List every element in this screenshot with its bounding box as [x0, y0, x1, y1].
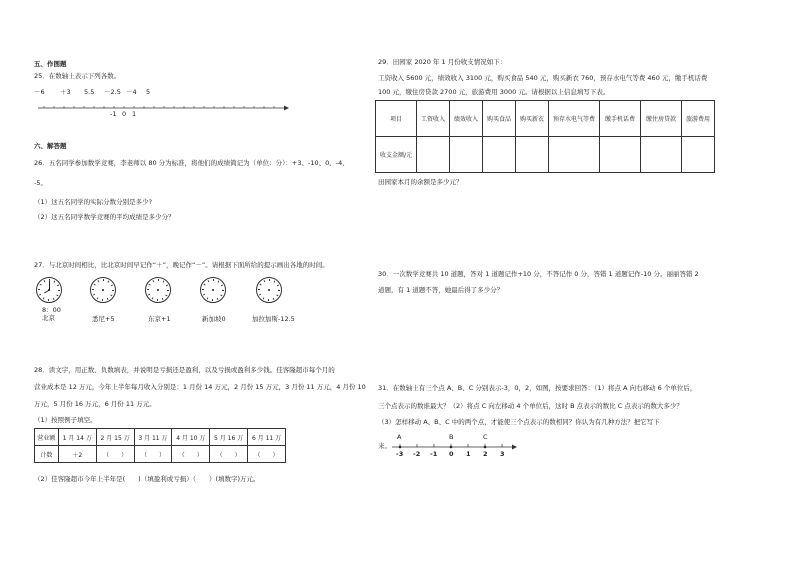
table-row: [35, 429, 286, 446]
table-row: [376, 101, 715, 137]
q27-text: 27．与北京时间相比，比北京时间早记作“＋”，晚记作“－”。请根据下面所给的提示画出各地的时间。: [34, 261, 329, 269]
clock-tick: [264, 280, 266, 282]
q31-axis-label: 3: [500, 450, 505, 458]
table-cell: （ ）: [134, 446, 172, 463]
clock-tick: [167, 290, 169, 291]
clock-tick: [111, 285, 113, 287]
clock-tick: [276, 295, 278, 297]
clock-city: 北京: [42, 314, 55, 322]
table-cell: [681, 137, 714, 173]
table-header-cell: 旅游费用: [681, 101, 714, 137]
clock-face-icon: [36, 277, 62, 303]
q26-sub1: （1）这五名同学的实际分数分别是多少?: [34, 198, 153, 206]
clock-tick: [56, 295, 58, 297]
q28-line2: 营业成本是 12 万元，今年上半年每月收入分别是：1 月份 14 万元，2 月份 15 万元，3 月份 11 万元，4 月份 10: [34, 383, 366, 391]
clock-city: 加拉加斯-12.5: [252, 315, 295, 323]
clock-face-icon: [145, 277, 171, 303]
clock-tick: [110, 295, 112, 297]
q31-line3: （3）怎样移动 A、B、C 中的两个点，才能使三个点表示的数相同？你认为有几种方法？把它写下: [378, 418, 660, 426]
clock-tick: [218, 280, 220, 282]
clock-tick: [97, 297, 99, 299]
point-label: A: [397, 433, 402, 441]
clock-tick: [153, 280, 155, 282]
q28-sub1: （1）按照例子填空。: [34, 416, 97, 424]
clock-tick: [93, 294, 95, 296]
q31-axis-label: 0: [449, 450, 454, 458]
table-header-cell: 2 月 15 万: [96, 429, 134, 446]
clock-tick: [162, 298, 164, 300]
table-header-cell: 5 月 16 万: [210, 429, 248, 446]
table-cell: [600, 137, 641, 173]
table-header-cell: 4 月 10 万: [172, 429, 210, 446]
minute-hand: [49, 281, 50, 290]
q25-axis-label: -1: [110, 110, 117, 118]
clock-tick: [148, 284, 150, 286]
table-cell: （ ）: [248, 446, 286, 463]
q25-number: 5: [146, 88, 151, 96]
clock-tick: [107, 298, 109, 300]
clock-city: 东京+1: [148, 315, 171, 323]
clock-tick: [213, 279, 214, 281]
clock-tick: [203, 284, 205, 286]
q29-table: [375, 100, 715, 173]
table-cell: [483, 137, 516, 173]
clock-tick: [103, 279, 104, 281]
clock-city: 新加坡0: [202, 315, 226, 323]
clock-tick: [220, 295, 222, 297]
table-cell: ＋2: [58, 446, 96, 463]
q31-axis-label: 1: [466, 450, 471, 458]
clock-tick: [259, 284, 261, 286]
clock-tick: [208, 280, 210, 282]
clock-tick: [58, 290, 60, 291]
table-cell: 计数: [35, 446, 59, 463]
clock-tick: [263, 297, 265, 299]
table-cell: [516, 137, 549, 173]
q25-number: ＋3: [60, 88, 71, 96]
clock-face-icon: [90, 277, 116, 303]
table-header-cell: 6 月 11 万: [248, 429, 286, 446]
clock-tick: [54, 280, 56, 282]
table-cell: （ ）: [96, 446, 134, 463]
clock-tick: [217, 298, 219, 300]
q31-line4: 来。: [378, 442, 391, 450]
q31-line2: 三个点表示的数谁最大？（2）将点 C 向左移动 4 个单位后，这时 B 点表示的数比 C 点表示的数大多少？: [378, 402, 683, 410]
table-cell: （ ）: [210, 446, 248, 463]
q31-axis-label: -3: [396, 450, 404, 458]
table-header-cell: 1 月 14 万: [58, 429, 96, 446]
clock-tick: [165, 295, 167, 297]
clock-tick: [273, 298, 275, 300]
table-row: [376, 137, 715, 173]
table-header-cell: 预存水电气等费: [549, 101, 600, 137]
clock-tick: [39, 294, 41, 296]
clock-tick: [148, 294, 150, 296]
table-row: [35, 446, 286, 463]
q25-text: 25．在数轴上表示下列各数。: [34, 72, 121, 80]
clock-tick: [44, 280, 46, 282]
clock-tick: [93, 284, 95, 286]
table-header-cell: 营业额: [35, 429, 59, 446]
table-cell: [641, 137, 682, 173]
section-5-title: 五、作图题: [34, 60, 67, 68]
clock-tick: [212, 299, 213, 301]
q29-line3: 100 元，缴住房贷款 2700 元，旅游费用 3000 元。请根据以上信息填写下表。: [378, 88, 610, 96]
q25-number: －2.5: [104, 88, 121, 96]
q25-number: －4: [126, 88, 137, 96]
clock-tick: [268, 299, 269, 301]
clock-tick: [98, 280, 100, 282]
q28-table: [34, 428, 286, 463]
q28-line3: 万元，5 月份 16 万元，6 月份 11 万元。: [34, 400, 156, 408]
q25-axis-label: 0: [122, 110, 127, 118]
clock-tick: [147, 289, 149, 290]
hour-hand: [44, 290, 50, 294]
q30-line2: 道题，有 1 道题不答，她最后得了多少分？: [378, 286, 504, 294]
clock-tick: [222, 290, 224, 291]
clock-tick: [43, 297, 45, 299]
table-cell: 收支金额/元: [376, 137, 417, 173]
q31-axis-label: -2: [413, 450, 421, 458]
table-header-cell: 购买新衣: [516, 101, 549, 137]
q26-line2: -5。: [34, 179, 47, 187]
clock-face-icon: [256, 277, 282, 303]
clock-tick: [157, 299, 158, 301]
table-header-cell: 缴手机话费: [600, 101, 641, 137]
q25-number: 5.5: [84, 88, 95, 96]
clock-tick: [259, 294, 261, 296]
clock-tick: [277, 285, 279, 287]
section-6-title: 六、解答题: [34, 142, 67, 150]
clock-tick: [274, 280, 276, 282]
clock-tick: [38, 289, 40, 290]
table-cell: [549, 137, 600, 173]
q26-sub2: （2）这五名同学数学竞赛的平均成绩是多少分？: [34, 213, 175, 221]
point-label: C: [483, 433, 488, 441]
table-header-cell: 购买食品: [483, 101, 516, 137]
table-cell: [417, 137, 450, 173]
table-header-cell: 3 月 11 万: [134, 429, 172, 446]
q29-line2: 工资收入 5600 元，绩效收入 3100 元，购买食品 540 元，购买新衣 760，预存水电气等费 460 元，缴手机话费: [378, 74, 708, 82]
clock-tick: [221, 285, 223, 287]
clock-tick: [202, 289, 204, 290]
table-header-cell: 工资收入: [417, 101, 450, 137]
clock-tick: [92, 289, 94, 290]
clock-tick: [269, 279, 270, 281]
clock-tick: [108, 280, 110, 282]
clock-time: 8：00: [42, 306, 61, 314]
clock-tick: [39, 284, 41, 286]
q29-question: 田园家本月的余额是多少元？: [378, 178, 463, 186]
clock-tick: [102, 299, 103, 301]
clock-face-icon: [200, 277, 226, 303]
q29-line1: 29．田园家 2020 年 1 月份收支情况如下：: [378, 58, 507, 66]
clock-tick: [49, 279, 50, 281]
q28-sub2: （2）佳客隆超市今年上半年是( )（填盈利或亏损）（ ）(填数字)万元。: [34, 475, 260, 483]
q31-axis-label: -1: [430, 450, 438, 458]
q25-axis-label: 1: [132, 110, 137, 118]
clock-tick: [112, 290, 114, 291]
clock-tick: [57, 285, 59, 287]
clock-tick: [53, 298, 55, 300]
q25-number-line: [34, 102, 294, 122]
clock-tick: [166, 285, 168, 287]
clock-tick: [158, 279, 159, 281]
table-header-cell: 绩效收入: [450, 101, 483, 137]
table-cell: （ ）: [172, 446, 210, 463]
clock-tick: [278, 290, 280, 291]
clock-tick: [48, 299, 49, 301]
clock-tick: [163, 280, 165, 282]
clock-tick: [152, 297, 154, 299]
q31-axis-label: 2: [483, 450, 488, 458]
clock-tick: [258, 289, 260, 290]
clock-tick: [203, 294, 205, 296]
q28-line1: 28．读文字，用正数、负数填表，并说明是亏损还是盈利，以及亏损或盈利多少钱。佳客隆超市每个月的: [34, 366, 335, 374]
q31-line1: 31．在数轴上有三个点 A、B、C 分别表示-3，0，2，如图，按要求回答：（1）将点 A 向右移动 6 个单位后，: [378, 384, 697, 392]
table-header-cell: 项目: [376, 101, 417, 137]
table-cell: [450, 137, 483, 173]
q25-number: －6: [34, 88, 45, 96]
q30-line1: 30．一次数学竞赛共 10 道题，答对 1 道题记作+10 分，不答记作 0 分，答错 1 道题记作-10 分。丽丽答错 2: [378, 270, 699, 278]
clock-city: 悉尼+5: [92, 315, 115, 323]
clock-tick: [207, 297, 209, 299]
q26-line1: 26．五名同学参加数学竞赛，李老师以 80 分为标准，将他们的成绩简记为（单位：分）：+3、-10、0、-4、: [34, 159, 349, 167]
table-header-cell: 缴住房贷款: [641, 101, 682, 137]
point-label: B: [449, 433, 454, 441]
